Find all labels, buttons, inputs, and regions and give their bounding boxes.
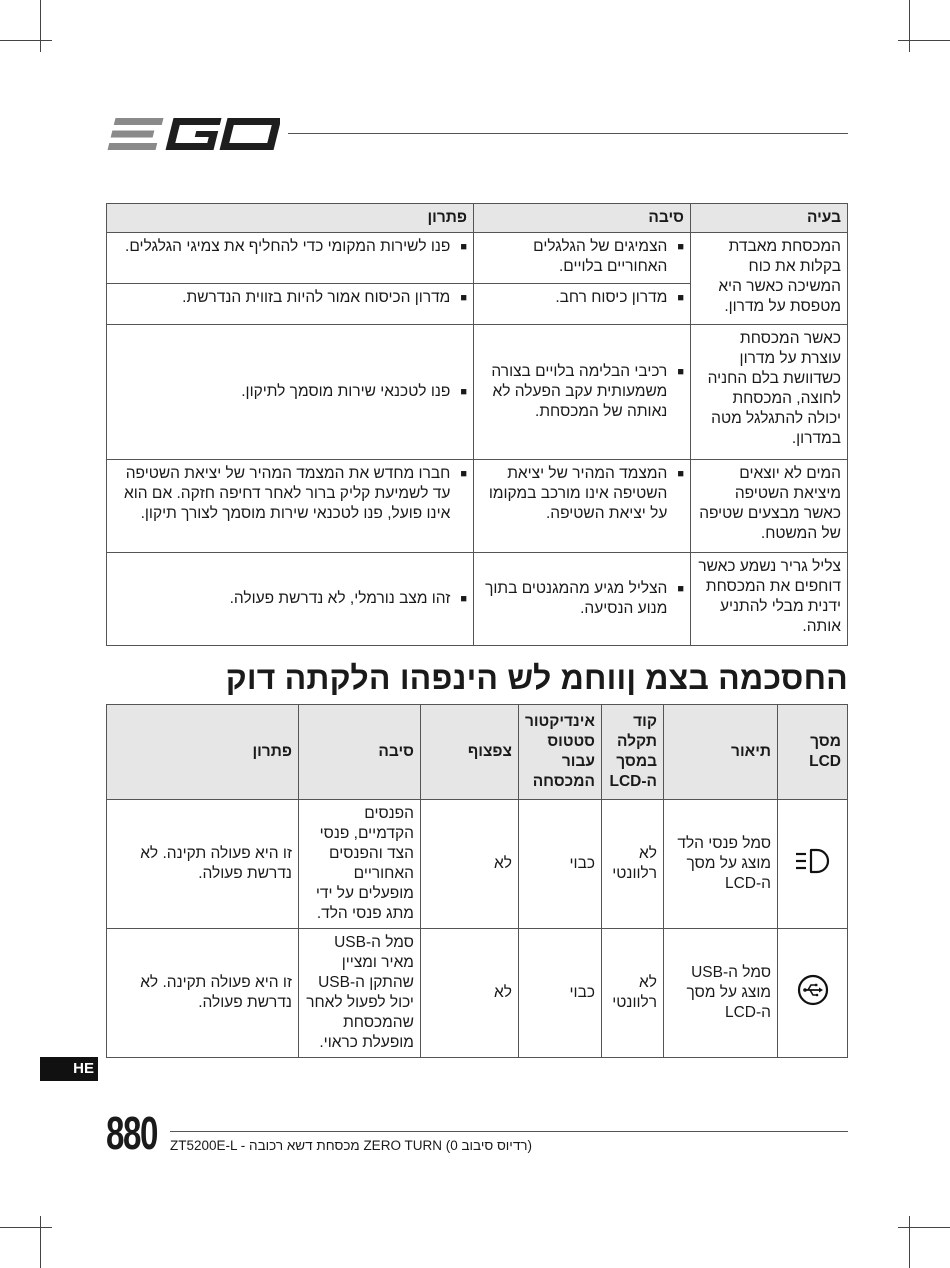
code-cell: לא רלוונטי [602,800,664,929]
section-title: החסכמה בצמ ןווחמ לש הינפהו הלקתה דוק [225,660,848,696]
table-header-row [107,204,848,233]
cause-cell [474,460,691,553]
problem-cell: המים לא יוצאים מיציאת השטיפה כאשר מבצעים שטיפה של המשטח. [691,460,848,553]
problem-cell: המכסחת מאבדת בקלות את כוח המשיכה כאשר היא מטפסת על מדרון. [691,233,848,325]
bullet-icon: ■ [677,292,684,304]
header-solution: פתרון [107,705,299,800]
table-row [107,460,848,553]
headlight-icon [795,847,831,875]
cause-cell [474,553,691,646]
bullet-icon: ■ [677,366,684,378]
crop-mark [909,1216,910,1268]
footer-rule [170,1131,848,1132]
problem-cell: צליל גריר נשמע כאשר דוחפים את המכסחת ידנית מבלי להתניע אותה. [691,553,848,646]
cause-cell [474,325,691,460]
bullet-icon: ■ [460,292,467,304]
header-lcd: מסך LCD [778,705,848,800]
crop-mark [909,0,910,52]
cause-text: המצמד המהיר של יציאת השטיפה אינו מורכב במקומו על יציאת השטיפה. [488,465,668,522]
crop-mark [0,1227,52,1228]
fault-code-table [106,704,848,1058]
bullet-icon: ■ [677,583,684,595]
cause-cell [474,284,691,325]
cause-text: הצמיגים של הגלגלים האחוריים בלויים. [533,238,668,275]
cause-text: מדרון כיסוח רחב. [555,289,668,306]
header-indicator: אינדיקטור סטטוס עבור המכסחה [518,705,601,800]
header-solution: פתרון [107,204,474,233]
buzzer-cell: לא [420,929,518,1058]
solution-cell [107,460,474,553]
description-cell: סמל פנסי הלד מוצג על מסך ה-LCD [664,800,778,929]
header-description: תיאור [664,705,778,800]
troubleshooting-table [106,203,848,646]
header-problem: בעיה [691,204,848,233]
lcd-icon-cell [778,929,848,1058]
cause-cell: הפנסים הקדמיים, פנסי הצד והפנסים האחוריים מופעלים על ידי מתג פנסי הלד. [298,800,420,929]
table-row [107,325,848,460]
bullet-icon: ■ [460,468,467,480]
cause-text: הצליל מגיע מהמגנטים בתוך מנוע הנסיעה. [485,580,668,617]
cause-cell [474,233,691,284]
crop-mark [0,40,52,41]
solution-text: זהו מצב נורמלי, לא נדרשת פעולה. [229,590,451,607]
solution-cell [107,233,474,284]
solution-cell: זו היא פעולה תקינה. לא נדרשת פעולה. [107,929,299,1058]
header-rule [288,133,848,134]
language-tab: HE [40,1057,98,1081]
crop-mark [40,1216,41,1268]
bullet-icon: ■ [460,241,467,253]
header-cause: סיבה [298,705,420,800]
header-buzzer: צפצוף [420,705,518,800]
solution-text: פנו לשירות המקומי כדי להחליף את צמיגי הגלגלים. [125,238,451,255]
page-number: 880 [106,1107,157,1159]
cause-cell: סמל ה-USB מאיר ומציין שהתקן ה-USB יכול לפעול לאחר שהמכסחת מופעלת כראוי. [298,929,420,1058]
buzzer-cell: לא [420,800,518,929]
table-row [107,800,848,929]
problem-cell: כאשר המכסחת עוצרת על מדרון כשדוושת בלם החניה לחוצה, המכסחת יכולה להתגלגל מטה במדרון. [691,325,848,460]
header-cause: סיבה [474,204,691,233]
usb-icon [796,973,830,1007]
table-row [107,553,848,646]
bullet-icon: ■ [460,593,467,605]
crop-mark [40,0,41,52]
solution-text: חברו מחדש את המצמד המהיר של יציאת השטיפה עד לשמיעת קליק ברור לאחר דחיפה חזקה. אם הוא אינו פועל, פנו לטכנאי שירות מוסמך לצורך תיקון. [124,465,451,522]
solution-text: פנו לטכנאי שירות מוסמך לתיקון. [241,383,451,400]
description-cell: סמל ה-USB מוצג על מסך ה-LCD [664,929,778,1058]
code-cell: לא רלוונטי [602,929,664,1058]
solution-text: מדרון הכיסוח אמור להיות בזווית הנדרשת. [182,289,451,306]
bullet-icon: ■ [460,386,467,398]
manual-title: ZT5200E-L - מכסחת דשא רכובה ZERO TURN (רדיוס סיבוב 0) [170,1138,533,1153]
solution-cell [107,284,474,325]
table-row [107,929,848,1058]
ego-logo [105,112,280,156]
header-code: קוד תקלה במסך ה-LCD [602,705,664,800]
indicator-cell: כבוי [518,929,601,1058]
solution-cell: זו היא פעולה תקינה. לא נדרשת פעולה. [107,800,299,929]
crop-mark [898,40,950,41]
indicator-cell: כבוי [518,800,601,929]
bullet-icon: ■ [677,468,684,480]
crop-mark [898,1227,950,1228]
bullet-icon: ■ [677,241,684,253]
solution-cell [107,553,474,646]
table-header-row [107,705,848,800]
lcd-icon-cell [778,800,848,929]
cause-text: רכיבי הבלימה בלויים בצורה משמעותית עקב הפעלה לא נאותה של המכסחת. [491,363,668,420]
table-row [107,233,848,284]
solution-cell [107,325,474,460]
